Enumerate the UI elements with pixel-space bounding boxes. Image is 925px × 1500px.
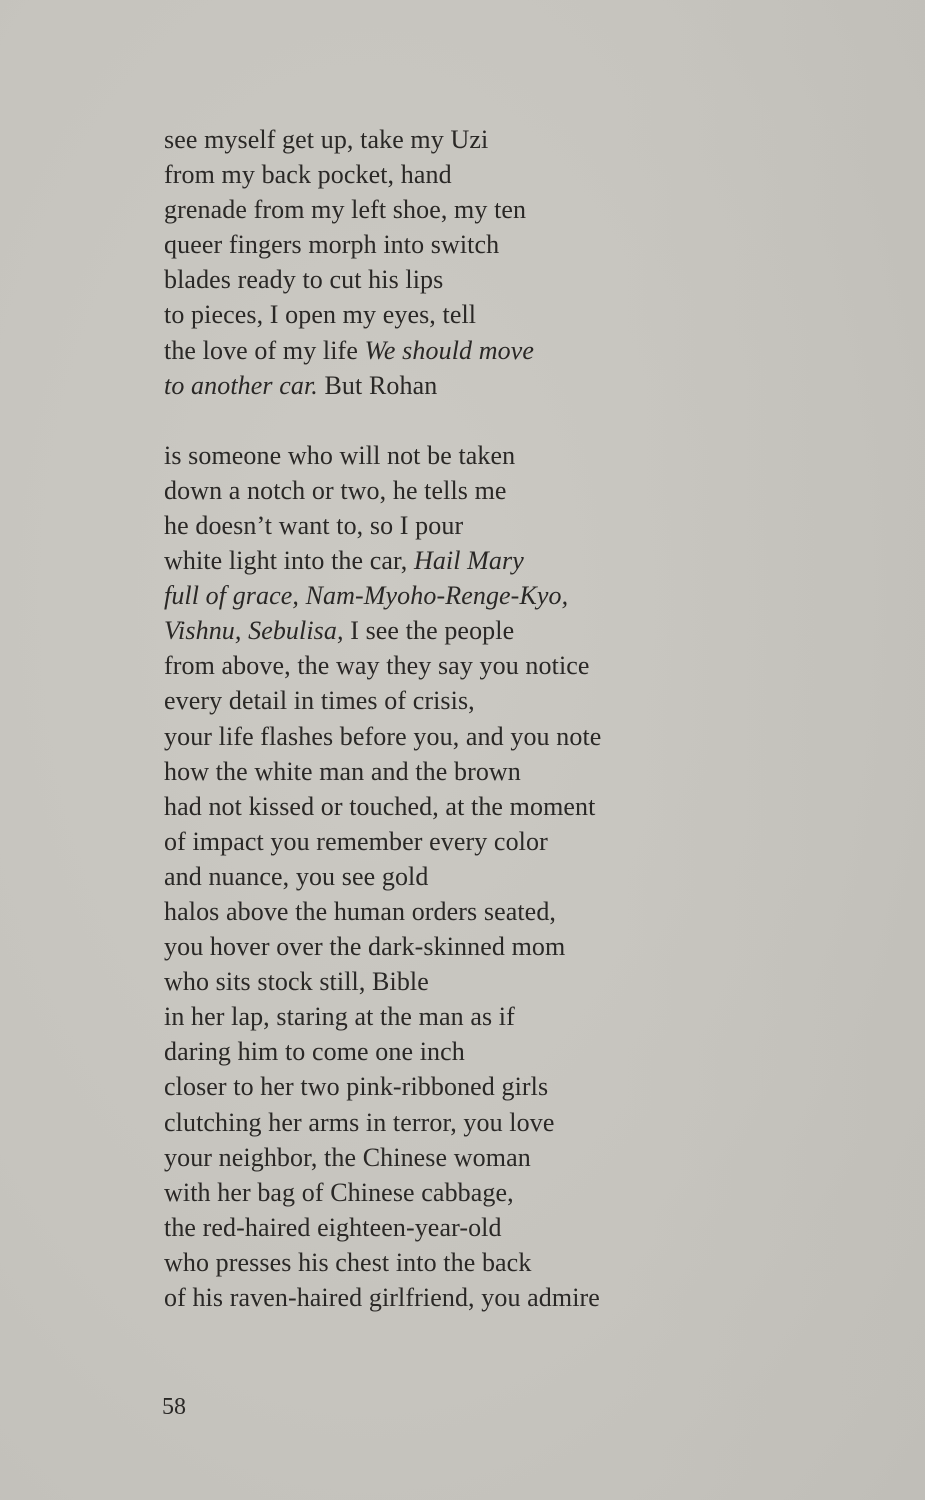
italic-phrase: Hail Mary	[413, 546, 524, 576]
poem-line: who sits stock still, Bible	[164, 967, 429, 997]
poem-line: you hover over the dark-skinned mom	[164, 932, 566, 962]
stanza-1	[164, 122, 884, 403]
poem-line: with her bag of Chinese cabbage,	[164, 1177, 514, 1207]
poem-line: see myself get up, take my Uzi	[164, 125, 489, 154]
poem-line: queer fingers morph into switch	[164, 230, 500, 260]
poem-line: who presses his chest into the back	[164, 1247, 532, 1277]
poem-line: of his raven-haired girlfriend, you admire	[164, 1283, 600, 1312]
poem-line: every detail in times of crisis,	[164, 686, 475, 716]
poem-line: closer to her two pink-ribboned girls	[164, 1072, 549, 1102]
poem-body	[164, 122, 884, 1315]
poem-line: is someone who will not be taken	[164, 440, 516, 470]
poem-line: the love of my life We should move	[164, 335, 534, 365]
italic-phrase: full of grace, Nam-Myoho-Renge-Kyo,	[164, 581, 569, 611]
poem-line: to pieces, I open my eyes, tell	[164, 300, 477, 330]
poem-line: down a notch or two, he tells me	[164, 475, 507, 505]
poem-line: grenade from my left shoe, my ten	[164, 195, 527, 225]
poem-line: how the white man and the brown	[164, 756, 521, 786]
page-number: 58	[162, 1394, 186, 1420]
poem-line: the red-haired eighteen-year-old	[164, 1212, 502, 1242]
poem-line: halos above the human orders seated,	[164, 896, 557, 926]
poem-line: in her lap, staring at the man as if	[164, 1002, 515, 1032]
poem-line	[164, 578, 884, 613]
poem-line: your neighbor, the Chinese woman	[164, 1142, 531, 1172]
poem-line: from my back pocket, hand	[164, 160, 452, 190]
stanza-2	[164, 438, 884, 1315]
poem-line: had not kissed or touched, at the moment	[164, 791, 596, 821]
poem-line: white light into the car, Hail Mary	[164, 546, 524, 576]
poem-line: of impact you remember every color	[164, 826, 548, 856]
italic-phrase: to another car.	[164, 370, 318, 400]
poem-line: from above, the way they say you notice	[164, 651, 590, 681]
poem-line: to another car. But Rohan	[164, 370, 438, 400]
poem-line: Vishnu, Sebulisa, I see the people	[164, 616, 515, 646]
poem-line: daring him to come one inch	[164, 1037, 465, 1067]
poem-line: clutching her arms in terror, you love	[164, 1107, 555, 1137]
poem-line: he doesn’t want to, so I pour	[164, 510, 464, 540]
poem-line: blades ready to cut his lips	[164, 265, 444, 295]
poem-line: and nuance, you see gold	[164, 861, 429, 891]
italic-phrase: Vishnu, Sebulisa,	[164, 616, 344, 646]
italic-phrase: We should move	[364, 335, 534, 365]
poem-line: your life flashes before you, and you note	[164, 721, 602, 751]
